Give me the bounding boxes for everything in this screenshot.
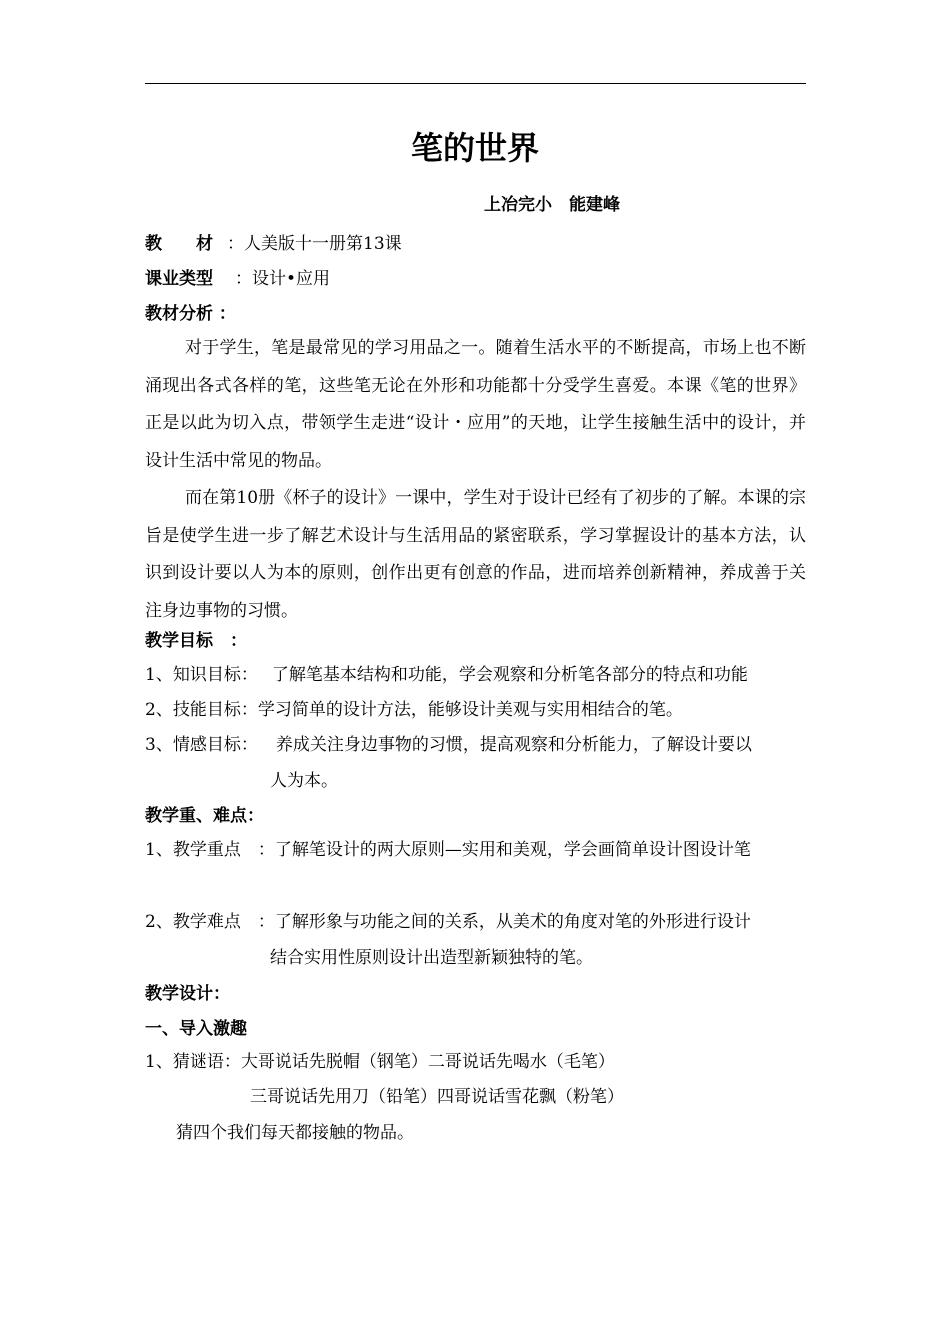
difficult-point-text: 了解形象与功能之间的关系，从美术的角度对笔的外形进行设计: [274, 912, 751, 932]
goal-skill-text: 学习简单的设计方法，能够设计美观与实用相结合的笔。: [257, 700, 683, 720]
goals-heading: 教学目标 ：: [145, 631, 247, 651]
analysis-paragraph-1: 对于学生，笔是最常见的学习用品之一。随着生活水平的不断提高，市场上也不断涌现出各式各样的笔，这些笔无论在外形和功能都十分受学生喜爱。本课《笔的世界》正是以此为切入点，带领学生走进“设计・应用”的天地，让学生接触生活中的设计，并设计生活中常见的物品。: [145, 338, 806, 471]
difficult-point-continued: 结合实用性原则设计出造型新颖独特的笔。: [270, 948, 593, 968]
textbook-value: 人美版十一册第13课: [244, 234, 402, 254]
key-point-text: 了解笔设计的两大原则—实用和美观，学会画简单设计图设计笔: [274, 840, 751, 860]
riddle-label: 1、猜谜语：: [145, 1052, 241, 1072]
author-line: 上冶完小 能建峰: [484, 195, 620, 215]
textbook-line: [145, 233, 402, 255]
section-intro-heading: 一、导入激趣: [145, 1019, 247, 1039]
goal-skill: [145, 699, 806, 721]
goal-knowledge-text: 了解笔基本结构和功能，学会观察和分析笔各部分的特点和功能: [271, 665, 748, 685]
key-point-label: 1、教学重点 ：: [145, 840, 275, 860]
course-type-value: 设计•应用: [252, 269, 331, 289]
key-point: [145, 839, 806, 861]
goal-emotion: [145, 734, 806, 756]
goal-knowledge-label: 1、知识目标：: [145, 665, 258, 685]
riddle-line-2: 三哥说话先用刀（铅笔）四哥说话雪花飘（粉笔）: [250, 1087, 624, 1107]
riddle-line-1: [145, 1051, 806, 1073]
textbook-label: 教 材: [145, 234, 213, 254]
goal-emotion-continued: 人为本。: [270, 771, 338, 791]
textbook-sep: ：: [227, 234, 244, 254]
document-title: 笔的世界: [410, 129, 539, 167]
design-heading: 教学设计：: [145, 984, 230, 1004]
goal-skill-label: 2、技能目标：: [145, 700, 258, 720]
goal-emotion-label: 3、情感目标：: [145, 735, 258, 755]
header-rule: [145, 83, 806, 84]
course-type-line: [145, 268, 330, 290]
goal-knowledge: [145, 664, 806, 686]
key-points-heading: 教学重、难点：: [145, 806, 264, 826]
difficult-point-label: 2、教学难点 ：: [145, 912, 275, 932]
analysis-heading: 教材分析 ：: [145, 304, 236, 324]
riddle-line-3: 猜四个我们每天都接触的物品。: [176, 1123, 414, 1143]
course-type-label: 课业类型: [145, 269, 213, 289]
course-type-sep: ：: [235, 269, 252, 289]
difficult-point: [145, 911, 806, 933]
riddle-text-1: 大哥说话先脱帽（钢笔）二哥说话先喝水（毛笔）: [240, 1052, 615, 1072]
analysis-paragraph-2: 而在第10册《杯子的设计》一课中，学生对于设计已经有了初步的了解。本课的宗旨是使学生进一步了解艺术设计与生活用品的紧密联系，学习掌握设计的基本方法，认识到设计要以人为本的原则，创作出更有创意的作品，进而培养创新精神，养成善于关注身边事物的习惯。: [145, 488, 806, 621]
goal-emotion-text: 养成关注身边事物的习惯，提高观察和分析能力，了解设计要以: [275, 735, 752, 755]
